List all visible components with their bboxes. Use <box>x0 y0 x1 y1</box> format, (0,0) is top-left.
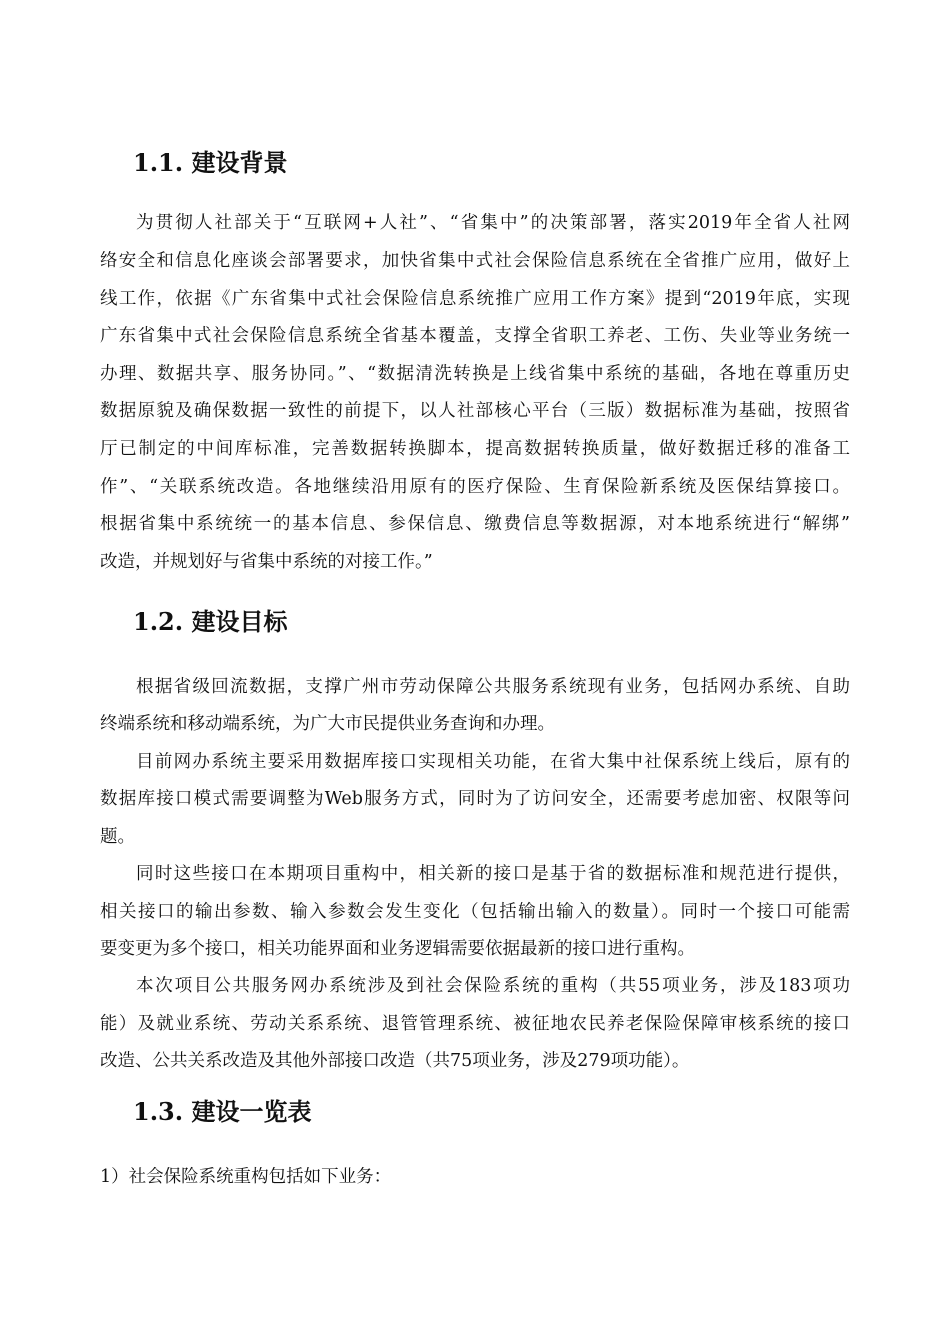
text-line: 广东省集中式社会保险信息系统全省基本覆盖，支撑全省职工养老、工伤、失业等业务统一 <box>100 326 850 346</box>
section-heading: 1.1. 建设背景 <box>133 148 288 177</box>
text-line: 数据库接口模式需要调整为Web服务方式，同时为了访问安全，还需要考虑加密、权限等问 <box>100 789 850 809</box>
text-line: 络安全和信息化座谈会部署要求，加快省集中式社会保险信息系统在全省推广应用，做好上 <box>100 251 850 271</box>
section-heading: 1.2. 建设目标 <box>133 607 288 636</box>
text-line: 目前网办系统主要采用数据库接口实现相关功能，在省大集中社保系统上线后，原有的 <box>136 752 850 772</box>
text-line: 作”、“关联系统改造。各地继续沿用原有的医疗保险、生育保险新系统及医保结算接口。 <box>100 477 850 497</box>
text-line: 根据省集中系统统一的基本信息、参保信息、缴费信息等数据源，对本地系统进行“解绑” <box>100 514 850 534</box>
text-line: 改造，并规划好与省集中系统的对接工作。” <box>100 552 433 572</box>
text-line: 题。 <box>100 827 135 847</box>
list-intro: 1）社会保险系统重构包括如下业务： <box>100 1167 392 1187</box>
text-line: 要变更为多个接口，相关功能界面和业务逻辑需要依据最新的接口进行重构。 <box>100 939 695 959</box>
text-line: 为贯彻人社部关于“互联网+人社”、“省集中”的决策部署，落实2019年全省人社网 <box>136 213 850 233</box>
text-line: 本次项目公共服务网办系统涉及到社会保险系统的重构（共55项业务，涉及183项功 <box>136 976 850 996</box>
text-line: 同时这些接口在本期项目重构中，相关新的接口是基于省的数据标准和规范进行提供， <box>136 864 850 884</box>
text-line: 改造、公共关系改造及其他外部接口改造（共75项业务，涉及279项功能）。 <box>100 1051 690 1071</box>
text-line: 厅已制定的中间库标准，完善数据转换脚本，提高数据转换质量，做好数据迁移的准备工 <box>100 439 850 459</box>
text-line: 终端系统和移动端系统，为广大市民提供业务查询和办理。 <box>100 714 555 734</box>
section-heading: 1.3. 建设一览表 <box>133 1097 312 1126</box>
text-line: 办理、数据共享、服务协同。”、“数据清洗转换是上线省集中系统的基础，各地在尊重历史 <box>100 364 850 384</box>
text-line: 能）及就业系统、劳动关系系统、退管管理系统、被征地农民养老保险保障审核系统的接口 <box>100 1014 850 1034</box>
text-line: 相关接口的输出参数、输入参数会发生变化（包括输出输入的数量）。同时一个接口可能需 <box>100 902 850 922</box>
text-line: 线工作，依据《广东省集中式社会保险信息系统推广应用工作方案》提到“2019年底，实现 <box>100 289 850 309</box>
text-line: 数据原貌及确保数据一致性的前提下，以人社部核心平台（三版）数据标准为基础，按照省 <box>100 401 850 421</box>
text-line: 根据省级回流数据，支撑广州市劳动保障公共服务系统现有业务，包括网办系统、自助 <box>136 677 850 697</box>
